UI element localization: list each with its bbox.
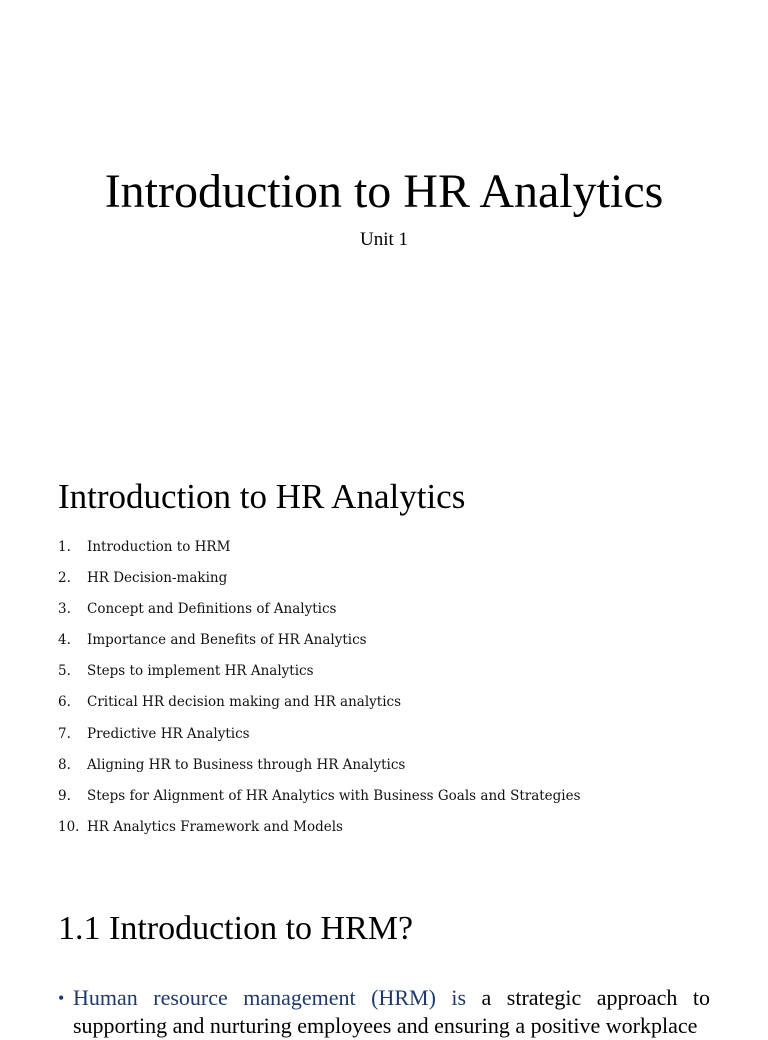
slide1-subtitle: Unit 1 — [359, 229, 409, 250]
slide1-title: Introduction to HR Analytics — [104, 165, 664, 218]
toc-item — [58, 719, 718, 750]
slide3-title: 1.1 Introduction to HRM? — [58, 910, 414, 947]
toc-item-number: 5. — [58, 663, 71, 680]
bullet-paragraph — [58, 984, 710, 1012]
toc-item — [58, 812, 718, 843]
toc-item-number: 6. — [58, 694, 71, 711]
toc-item — [58, 750, 718, 781]
slide2-title: Introduction to HR Analytics — [58, 477, 466, 516]
bullet-continuation: supporting and nurturing employees and ensuring a positive workplace — [73, 1013, 698, 1038]
toc-item-number: 2. — [58, 570, 71, 587]
toc-item — [58, 625, 718, 656]
toc-item-text: Critical HR decision making and HR analytics — [87, 694, 402, 711]
bullet-rest: a strategic approach to — [481, 985, 710, 1010]
toc-item-text: HR Decision-making — [87, 570, 228, 587]
toc-item-number: 8. — [58, 756, 71, 773]
toc-item-text: Steps for Alignment of HR Analytics with Business Goals and Strategies — [87, 787, 581, 804]
toc-item-text: Introduction to HRM — [87, 539, 231, 555]
bullet-text — [73, 984, 710, 1012]
toc-item — [58, 781, 718, 812]
toc-item-number: 9. — [58, 787, 71, 804]
toc-item — [58, 532, 718, 563]
toc-item — [58, 563, 718, 594]
toc-item — [58, 594, 718, 625]
toc-item-number: 10. — [58, 818, 80, 835]
toc-item-text: Aligning HR to Business through HR Analytics — [87, 756, 406, 773]
toc-item-number: 4. — [58, 632, 71, 649]
toc-item-text: HR Analytics Framework and Models — [87, 818, 343, 835]
toc-item-number: 7. — [58, 725, 71, 742]
toc-item-text: Importance and Benefits of HR Analytics — [87, 632, 367, 649]
toc-item — [58, 687, 718, 718]
table-of-contents — [58, 532, 718, 843]
toc-item-text: Predictive HR Analytics — [87, 725, 250, 742]
toc-item-text: Concept and Definitions of Analytics — [87, 601, 337, 618]
toc-item — [58, 656, 718, 687]
bullet-marker: • — [58, 988, 65, 1008]
toc-item-text: Steps to implement HR Analytics — [87, 663, 314, 680]
toc-item-number: 1. — [58, 539, 71, 555]
toc-item-number: 3. — [58, 601, 71, 618]
bullet-highlight: Human resource management (HRM) is — [73, 985, 467, 1010]
